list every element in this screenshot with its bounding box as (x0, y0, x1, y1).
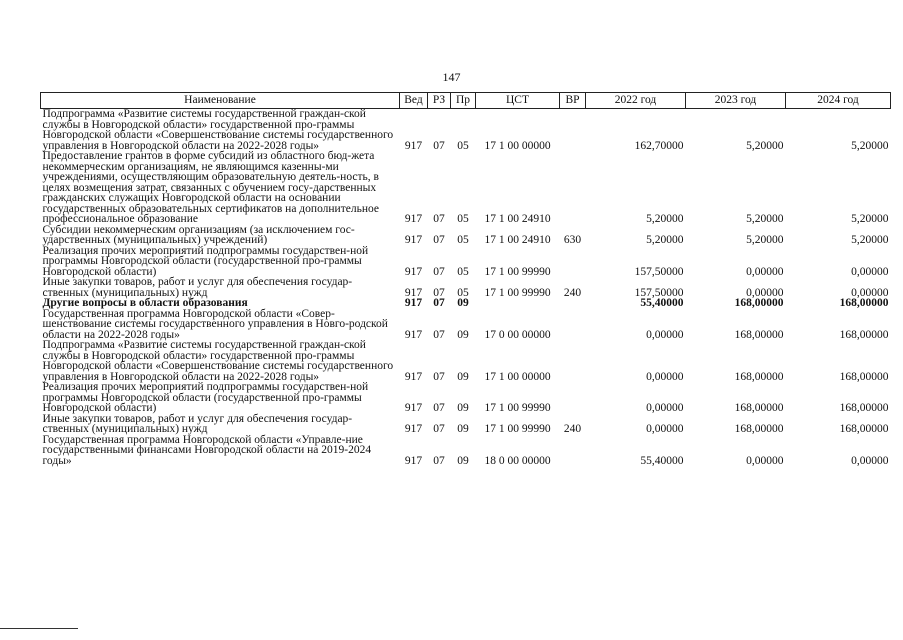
cell-2022: 55,40000 (640, 454, 684, 467)
header-2023: 2023 год (686, 93, 786, 109)
cell-name: Государственная программа Новгородской области «Совер-шенствование системы государственного управления в Новго-родской области на 2022-2028 годы» (42, 307, 388, 341)
cell-cst (476, 298, 560, 309)
table-body (41, 109, 891, 467)
cell-name: Реализация прочих мероприятий подпрограммы государствен-ной программы Новгородской области (государственной про-граммы Новгородской области) (42, 244, 369, 278)
cell-2023: 0,00000 (746, 286, 784, 299)
cell-name: Предоставление грантов в форме субсидий из областного бюд-жета некоммерческим организациям, не являющимся казенны-ми учреждениями, осуществляющим образовательную деятель-ность, в целях возмещения затрат, связанных с обучением госу-дарственных гражданских служащих Новгородской области на основании государственных образовательных сертификатов на дополнительное профессиональное образование (42, 150, 379, 225)
cell-pr: 09 (457, 297, 469, 309)
cell-pr: 05 (457, 139, 469, 152)
cell-pr: 09 (457, 454, 469, 467)
cell-rz: 07 (433, 139, 445, 152)
cell-2023: 5,20000 (746, 213, 784, 225)
cell-pr: 05 (457, 265, 469, 278)
cell-cst: 18 0 00 00000 (484, 454, 551, 467)
cell-ved: 917 (404, 234, 423, 246)
cell-ved: 917 (404, 454, 423, 467)
cell-vr (560, 298, 586, 309)
cell-vr (560, 109, 586, 152)
cell-ved: 917 (404, 297, 423, 309)
cell-2024: 5,20000 (851, 213, 889, 225)
cell-rz: 07 (433, 297, 445, 309)
cell-cst: 17 1 00 00000 (484, 370, 551, 383)
cell-cst: 17 1 00 99990 (484, 286, 551, 299)
budget-table (40, 92, 891, 466)
cell-rz: 07 (433, 370, 445, 383)
footnote-divider (0, 628, 78, 629)
cell-pr: 05 (457, 286, 469, 299)
cell-cst: 17 1 00 99990 (484, 402, 551, 414)
cell-vr: 240 (563, 423, 582, 435)
cell-vr (560, 435, 586, 467)
cell-2023: 168,00000 (734, 370, 784, 383)
cell-ved: 917 (404, 139, 423, 152)
cell-name: Подпрограмма «Развитие системы государственной граждан-ской службы в Новгородской области» государственной про-граммы Новгородской области «Совершенствование системы государственного управления в Новгородской области на 2022-2028 годы» (42, 108, 394, 152)
cell-2022: 5,20000 (646, 213, 684, 225)
table-row (41, 225, 891, 246)
cell-name: Реализация прочих мероприятий подпрограммы государствен-ной программы Новгородской области (государственной про-граммы Новгородской области) (42, 381, 369, 414)
cell-cst: 17 1 00 99990 (484, 265, 551, 278)
cell-2022: 157,50000 (634, 286, 684, 299)
cell-2024: 0,00000 (851, 265, 889, 278)
table-row (41, 340, 891, 382)
cell-2023: 0,00000 (746, 454, 784, 467)
header-cst: ЦСТ (476, 93, 560, 109)
cell-pr: 09 (457, 402, 469, 414)
table-row (41, 151, 891, 225)
header-name: Наименование (41, 93, 400, 109)
cell-2024: 168,00000 (839, 370, 889, 383)
cell-rz: 07 (433, 423, 445, 435)
cell-cst: 17 1 00 24910 (484, 234, 551, 246)
cell-rz: 07 (433, 265, 445, 278)
cell-name: Другие вопросы в области образования (42, 297, 248, 309)
cell-vr (560, 151, 586, 225)
cell-2024: 168,00000 (839, 328, 889, 341)
cell-2024: 168,00000 (839, 402, 889, 414)
cell-pr: 09 (457, 370, 469, 383)
table-row (41, 435, 891, 467)
cell-pr: 05 (457, 213, 469, 225)
cell-vr (560, 382, 586, 414)
cell-ved: 917 (404, 213, 423, 225)
cell-cst: 17 1 00 24910 (484, 213, 551, 225)
cell-name: Иные закупки товаров, работ и услуг для обеспечения государ-ственных (муниципальных) нужд (42, 276, 353, 299)
table-row (41, 309, 891, 341)
cell-pr: 05 (457, 234, 469, 246)
cell-pr: 09 (457, 423, 469, 435)
cell-2024: 168,00000 (839, 423, 889, 435)
table-row (41, 382, 891, 414)
cell-ved: 917 (404, 328, 423, 341)
table-row (41, 277, 891, 298)
cell-ved: 917 (404, 370, 423, 383)
cell-pr: 09 (457, 328, 469, 341)
cell-cst: 17 1 00 99990 (484, 423, 551, 435)
cell-2022: 0,00000 (646, 423, 684, 435)
page-number: 147 (442, 70, 461, 84)
header-ved: Вед (400, 93, 428, 109)
header-2024: 2024 год (786, 93, 891, 109)
cell-ved: 917 (404, 286, 423, 299)
cell-2022: 0,00000 (646, 328, 684, 341)
table-row (41, 298, 891, 309)
cell-2022: 157,50000 (634, 265, 684, 278)
cell-name: Иные закупки товаров, работ и услуг для обеспечения государ-ственных (муниципальных) нужд (42, 412, 353, 435)
cell-ved: 917 (404, 423, 423, 435)
header-vr: ВР (560, 93, 586, 109)
cell-vr (560, 246, 586, 278)
cell-ved: 917 (404, 265, 423, 278)
cell-cst: 17 1 00 00000 (484, 139, 551, 152)
cell-vr: 630 (563, 234, 582, 246)
cell-name: Государственная программа Новгородской области «Управле-ние государственными финансами Новгородской области на 2019-2024 годы» (42, 433, 372, 467)
cell-2022: 55,40000 (640, 297, 684, 309)
cell-2024: 168,00000 (839, 297, 889, 309)
cell-vr (560, 309, 586, 341)
cell-rz: 07 (433, 213, 445, 225)
table-row (41, 246, 891, 278)
cell-rz: 07 (433, 454, 445, 467)
cell-2022: 162,70000 (634, 139, 684, 152)
header-row (41, 93, 891, 109)
cell-2023: 168,00000 (734, 402, 784, 414)
cell-rz: 07 (433, 402, 445, 414)
cell-rz: 07 (433, 328, 445, 341)
cell-2023: 0,00000 (746, 265, 784, 278)
cell-2024: 5,20000 (851, 139, 889, 152)
cell-2023: 168,00000 (734, 328, 784, 341)
cell-2023: 168,00000 (734, 297, 784, 309)
cell-ved: 917 (404, 402, 423, 414)
cell-rz: 07 (433, 234, 445, 246)
cell-2024: 5,20000 (851, 234, 889, 246)
cell-name: Субсидии некоммерческим организациям (за исключением гос-ударственных (муниципальных) учреждений) (42, 223, 355, 246)
cell-2023: 168,00000 (734, 423, 784, 435)
header-pr: Пр (451, 93, 476, 109)
cell-2023: 5,20000 (746, 139, 784, 152)
cell-2022: 0,00000 (646, 370, 684, 383)
cell-cst: 17 0 00 00000 (484, 328, 551, 341)
cell-name: Подпрограмма «Развитие системы государственной граждан-ской службы в Новгородской области» государственной про-граммы Новгородской области «Совершенствование системы государственного управления в Новгородской области на 2022-2028 годы» (42, 339, 394, 383)
cell-2022: 0,00000 (646, 402, 684, 414)
table-row (41, 109, 891, 152)
cell-vr: 240 (563, 286, 582, 299)
cell-2024: 0,00000 (851, 286, 889, 299)
header-2022: 2022 год (586, 93, 686, 109)
cell-vr (560, 340, 586, 382)
cell-2022: 5,20000 (646, 234, 684, 246)
cell-2024: 0,00000 (851, 454, 889, 467)
table-row (41, 414, 891, 435)
cell-rz: 07 (433, 286, 445, 299)
header-rz: РЗ (428, 93, 451, 109)
cell-2023: 5,20000 (746, 234, 784, 246)
